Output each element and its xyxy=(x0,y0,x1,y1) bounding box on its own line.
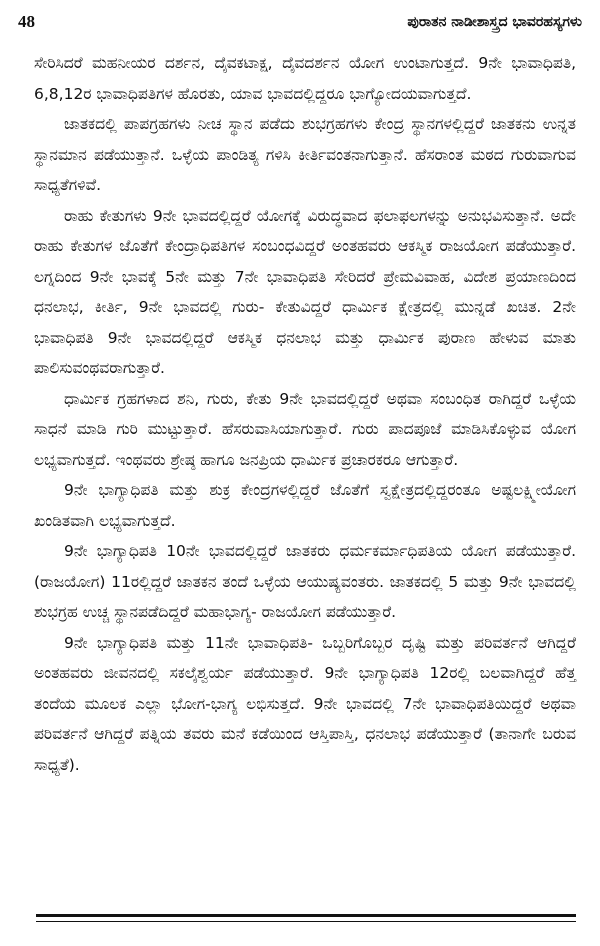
paragraph-6: 9ನೇ ಭಾಗ್ಯಾಧಿಪತಿ 10ನೇ ಭಾವದಲ್ಲಿದ್ದರೆ ಜಾತಕರು ಧರ್ಮಕರ್ಮಾಧಿಪತಿಯ ಯೋಗ ಪಡೆಯುತ್ತಾರೆ. (ರಾಜಯೋಗ) 11ರಲ್ಲಿದ್ದರೆ ಜಾತಕನ ತಂದೆ ಒಳ್ಳೆಯ ಆಯುಷ್ಯವಂತರು. ಜಾತಕದಲ್ಲಿ 5 ಮತ್ತು 9ನೇ ಭಾವದಲ್ಲಿ ಶುಭಗ್ರಹ ಉಚ್ಚ ಸ್ಥಾನಪಡೆದಿದ್ದರೆ ಮಹಾಭಾಗ್ಯ- ರಾಜಯೋಗ ಪಡೆಯುತ್ತಾರೆ. xyxy=(34,542,576,621)
paragraph-3: ರಾಹು ಕೇತುಗಳು 9ನೇ ಭಾವದಲ್ಲಿದ್ದರೆ ಯೋಗಕ್ಕೆ ವಿರುದ್ಧವಾದ ಫಲಾಫಲಗಳನ್ನು ಅನುಭವಿಸುತ್ತಾನೆ. ಅದೇ ರಾಹು ಕೇತುಗಳ ಜೊತೆಗೆ ಕೇಂದ್ರಾಧಿಪತಿಗಳ ಸಂಬಂಧವಿದ್ದರೆ ಅಂತಹವರು ಆಕಸ್ಮಿಕ ರಾಜಯೋಗ ಪಡೆಯುತ್ತಾರೆ. ಲಗ್ನದಿಂದ 9ನೇ ಭಾವಕ್ಕೆ 5ನೇ ಮತ್ತು 7ನೇ ಭಾವಾಧಿಪತಿ ಸೇರಿದರೆ ಪ್ರೇಮವಿವಾಹ, ವಿದೇಶ ಪ್ರಯಾಣದಿಂದ ಧನಲಾಭ, ಕೀರ್ತಿ, 9ನೇ ಭಾವದಲ್ಲಿ ಗುರು- ಕೇತುವಿದ್ದರೆ ಧಾರ್ಮಿಕ ಕ್ಷೇತ್ರದಲ್ಲಿ ಮುನ್ನಡೆ ಖಚಿತ. 2ನೇ ಭಾವಾಧಿಪತಿ 9ನೇ ಭಾವದಲ್ಲಿದ್ದರೆ ಆಕಸ್ಮಿಕ ಧನಲಾಭ ಮತ್ತು ಧಾರ್ಮಿಕ ಪುರಾಣ ಹೇಳುವ ಮಾತು ಪಾಲಿಸುವಂಥವರಾಗುತ್ತಾರೆ. xyxy=(34,206,576,377)
paragraph-1: ಸೇರಿಸಿದರೆ ಮಹನೀಯರ ದರ್ಶನ, ದೈವಕಟಾಕ್ಷ, ದೈವದರ್ಶನ ಯೋಗ ಉಂಟಾಗುತ್ತದೆ. 9ನೇ ಭಾವಾಧಿಪತಿ, 6,8,12ರ ಭಾವಾಧಿಪತಿಗಳ ಹೊರತು, ಯಾವ ಭಾವದಲ್ಲಿದ್ದರೂ ಭಾಗ್ಯೋದಯವಾಗುತ್ತದೆ. xyxy=(34,54,576,103)
paragraph-4: ಧಾರ್ಮಿಕ ಗ್ರಹಗಳಾದ ಶನಿ, ಗುರು, ಕೇತು 9ನೇ ಭಾವದಲ್ಲಿದ್ದರೆ ಅಥವಾ ಸಂಬಂಧಿತ ರಾಗಿದ್ದರೆ ಒಳ್ಳೆಯ ಸಾಧನೆ ಮಾಡಿ ಗುರಿ ಮುಟ್ಟುತ್ತಾರೆ. ಹೆಸರುವಾಸಿಯಾಗುತ್ತಾರೆ. ಗುರು ಪಾದಪೂಜೆ ಮಾಡಿಸಿಕೊಳ್ಳುವ ಯೋಗ ಲಭ್ಯವಾಗುತ್ತದೆ. ಇಂಥವರು ಶ್ರೇಷ್ಠ ಹಾಗೂ ಜನಪ್ರಿಯ ಧಾರ್ಮಿಕ ಪ್ರಚಾರಕರೂ ಆಗುತ್ತಾರೆ. xyxy=(34,389,576,469)
paragraph-7: 9ನೇ ಭಾಗ್ಯಾಧಿಪತಿ ಮತ್ತು 11ನೇ ಭಾವಾಧಿಪತಿ- ಒಬ್ಬರಿಗೊಬ್ಬರ ದೃಷ್ಟಿ ಮತ್ತು ಪರಿವರ್ತನೆ ಆಗಿದ್ದರೆ ಅಂತಹವರು ಜೀವನದಲ್ಲಿ ಸಕಲೈಶ್ವರ್ಯ ಪಡೆಯುತ್ತಾರೆ. 9ನೇ ಭಾಗ್ಯಾಧಿಪತಿ 12ರಲ್ಲಿ ಬಲವಾಗಿದ್ದರೆ ಹೆತ್ತ ತಂದೆಯ ಮೂಲಕ ಎಲ್ಲಾ ಭೋಗ-ಭಾಗ್ಯ ಲಭಿಸುತ್ತದೆ. 9ನೇ ಭಾವದಲ್ಲಿ 7ನೇ ಭಾವಾಧಿಪತಿಯಿದ್ದರೆ ಅಥವಾ ಪರಿವರ್ತನೆ ಆಗಿದ್ದರೆ ಪತ್ನಿಯ ತವರು ಮನೆ ಕಡೆಯಿಂದ ಆಸ್ತಿಪಾಸ್ತಿ, ಧನಲಾಭ ಪಡೆಯುತ್ತಾರೆ (ತಾನಾಗೇ ಬರುವ ಸಾಧ್ಯತೆ). xyxy=(34,633,576,774)
footer-rule-thick xyxy=(36,914,576,917)
page-header xyxy=(18,10,582,34)
paragraph-5: 9ನೇ ಭಾಗ್ಯಾಧಿಪತಿ ಮತ್ತು ಶುಕ್ರ ಕೇಂದ್ರಗಳಲ್ಲಿದ್ದರೆ ಜೊತೆಗೆ ಸ್ವಕ್ಷೇತ್ರದಲ್ಲಿದ್ದರಂತೂ ಅಷ್ಟಲಕ್ಷ್ಮೀಯೋಗ ಖಂಡಿತವಾಗಿ ಲಭ್ಯವಾಗುತ್ತದೆ. xyxy=(34,481,576,530)
running-title: ಪುರಾತನ ನಾಡೀಶಾಸ್ತ್ರದ ಭಾವರಹಸ್ಯಗಳು xyxy=(407,14,582,30)
page-number: 48 xyxy=(18,12,35,31)
body-text xyxy=(34,48,576,780)
footer-rule-thin xyxy=(36,921,576,922)
paragraph-2: ಜಾತಕದಲ್ಲಿ ಪಾಪಗ್ರಹಗಳು ನೀಚ ಸ್ಥಾನ ಪಡೆದು ಶುಭಗ್ರಹಗಳು ಕೇಂದ್ರ ಸ್ಥಾನಗಳಲ್ಲಿದ್ದರೆ ಜಾತಕನು ಉನ್ನತ ಸ್ಥಾನಮಾನ ಪಡೆಯುತ್ತಾನೆ. ಒಳ್ಳೆಯ ಪಾಂಡಿತ್ಯ ಗಳಿಸಿ ಕೀರ್ತಿವಂತನಾಗುತ್ತಾನೆ. ಹೆಸರಾಂತ ಮಠದ ಗುರುವಾಗುವ ಸಾಧ್ಯತೆಗಳಿವೆ. xyxy=(34,115,576,194)
